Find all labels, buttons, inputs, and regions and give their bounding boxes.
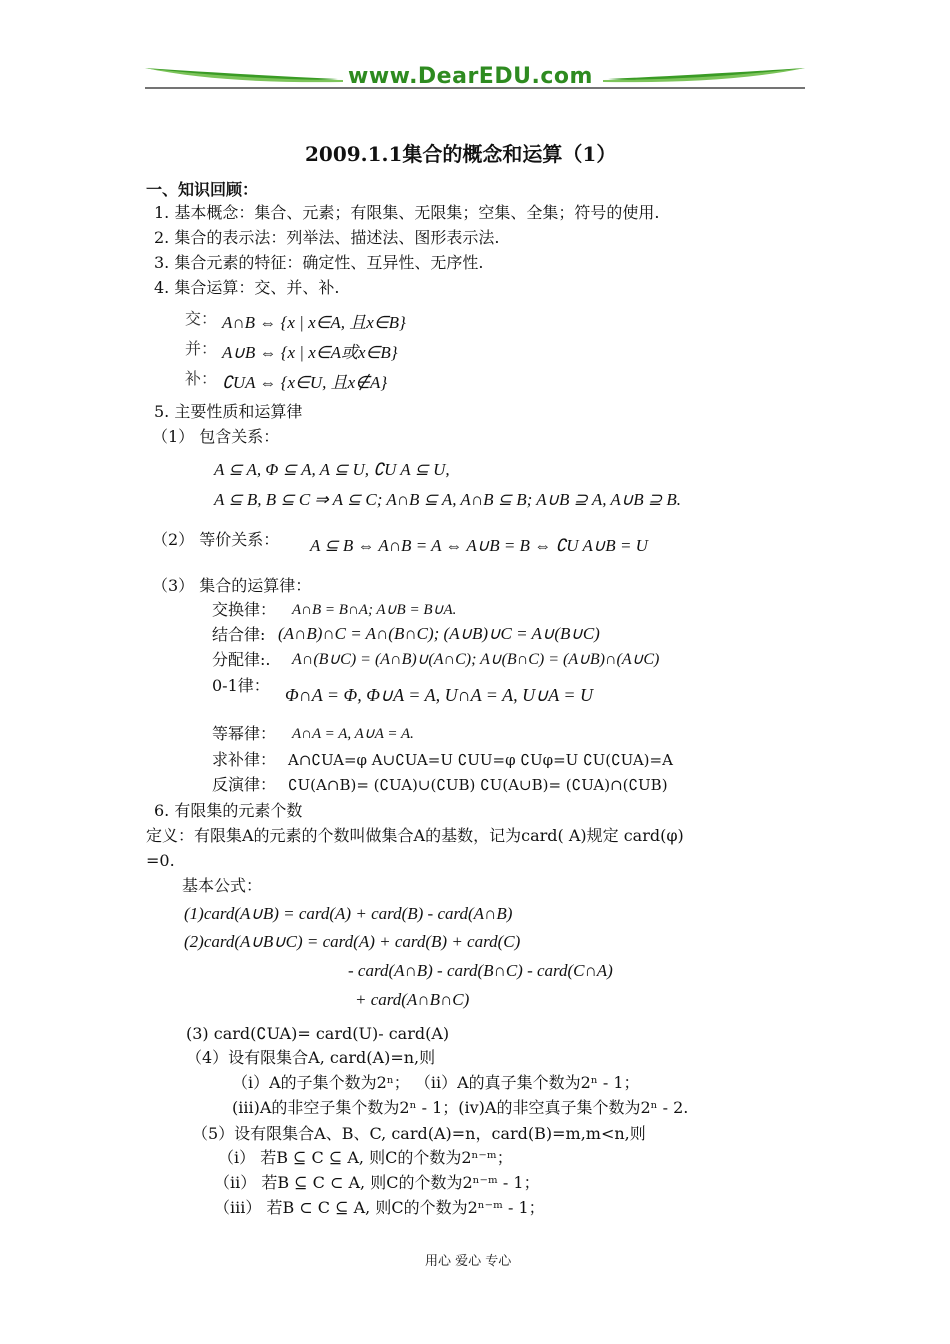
op-label: 并： xyxy=(185,339,218,358)
formula: - card(A∩B) - card(B∩C) - card(C∩A) xyxy=(348,961,613,980)
definition-text: =0. xyxy=(146,851,175,870)
law-label: 求补律： xyxy=(212,750,277,769)
section-heading: 一、知识回顾： xyxy=(146,180,259,199)
op-formula: ∁UA ⇔ {x∈U, 且x∉A} xyxy=(222,373,388,392)
law-label: 反演律： xyxy=(212,775,277,794)
list-item: 3. 集合元素的特征：确定性、互异性、无序性. xyxy=(154,253,484,272)
page-title: 2009.1.1集合的概念和运算（1） xyxy=(305,142,617,166)
sub-heading: （1） 包含关系： xyxy=(152,427,280,446)
formula: （ii） 若B ⊆ C ⊂ A, 则C的个数为2ⁿ⁻ᵐ - 1； xyxy=(214,1173,540,1192)
formula: + card(A∩B∩C) xyxy=(355,990,470,1009)
sub-heading: 基本公式： xyxy=(182,876,263,895)
law-formula: Φ∩A = Φ, Φ∪A = A, U∩A = A, U∪A = U xyxy=(285,685,594,705)
formula: （i） 若B ⊆ C ⊆ A, 则C的个数为2ⁿ⁻ᵐ； xyxy=(218,1148,513,1167)
formula: （5）设有限集合A、B、C, card(A)=n，card(B)=m,m<n,则 xyxy=(192,1124,646,1143)
list-item: 2. 集合的表示法：列举法、描述法、图形表示法. xyxy=(154,228,500,247)
sub-heading: （2） 等价关系： xyxy=(152,530,280,549)
formula: A ⊆ B ⇔ A∩B = A ⇔ A∪B = B ⇔ ∁U A∪B = U xyxy=(310,536,648,555)
formula: (iii)A的非空子集个数为2ⁿ - 1；(iv)A的非空真子集个数为2ⁿ - 2. xyxy=(232,1098,689,1117)
formula: （i）A的子集个数为2ⁿ； （ii）A的真子集个数为2ⁿ - 1； xyxy=(232,1073,640,1092)
formula: (2)card(A∪B∪C) = card(A) + card(B) + card(C) xyxy=(184,932,521,951)
law-label: 等幂律： xyxy=(212,724,277,743)
law-formula: A∩B = B∩A; A∪B = B∪A. xyxy=(292,602,457,618)
law-formula: A∩A = A, A∪A = A. xyxy=(292,726,414,742)
law-label: 0-1律： xyxy=(212,676,270,695)
law-formula: A∩(B∪C) = (A∩B)∪(A∩C); A∪(B∩C) = (A∪B)∩(A∪C) xyxy=(292,651,660,668)
law-label: 分配律:. xyxy=(212,650,271,669)
section-heading: 5. 主要性质和运算律 xyxy=(154,402,303,421)
law-formula: ∁U(A∩B)= (∁UA)∪(∁UB) ∁U(A∪B)= (∁UA)∩(∁UB) xyxy=(288,776,668,794)
list-item: 1. 基本概念：集合、元素；有限集、无限集；空集、全集；符号的使用. xyxy=(154,203,660,222)
sub-heading: （3） 集合的运算律： xyxy=(152,576,312,595)
formula: A ⊆ A, Φ ⊆ A, A ⊆ U, ∁U A ⊆ U, xyxy=(214,460,450,479)
section-heading: 6. 有限集的元素个数 xyxy=(154,801,303,820)
op-label: 补： xyxy=(185,369,218,388)
formula: A ⊆ B, B ⊆ C ⇒ A ⊆ C; A∩B ⊆ A, A∩B ⊆ B; A∪B ⊇ A, A∪B ⊇ B. xyxy=(214,490,682,509)
op-formula: A∩B ⇔ {x | x∈A, 且x∈B} xyxy=(222,313,406,332)
law-formula: (A∩B)∩C = A∩(B∩C); (A∪B)∪C = A∪(B∪C) xyxy=(278,624,600,643)
page-footer: 用心 爱心 专心 xyxy=(425,1254,512,1269)
site-logo-text: www.DearEDU.com xyxy=(348,64,593,89)
definition-text: 定义：有限集A的元素的个数叫做集合A的基数，记为card( A)规定 card(φ) xyxy=(146,826,684,845)
op-formula: A∪B ⇔ {x | x∈A或x∈B} xyxy=(222,343,398,362)
formula: (3) card(∁UA)= card(U)- card(A) xyxy=(186,1024,450,1043)
formula: (1)card(A∪B) = card(A) + card(B) - card(A∩B) xyxy=(184,904,513,923)
formula: （iii） 若B ⊂ C ⊆ A, 则C的个数为2ⁿ⁻ᵐ - 1； xyxy=(214,1198,545,1217)
formula: （4）设有限集合A, card(A)=n,则 xyxy=(186,1048,436,1067)
law-formula: A∩∁UA=φ A∪∁UA=U ∁UU=φ ∁Uφ=U ∁U(∁UA)=A xyxy=(288,751,673,769)
op-label: 交： xyxy=(185,309,218,328)
header-banner xyxy=(143,62,807,94)
list-item: 4. 集合运算：交、并、补. xyxy=(154,278,340,297)
law-label: 交换律： xyxy=(212,600,277,619)
law-label: 结合律: xyxy=(212,625,266,644)
